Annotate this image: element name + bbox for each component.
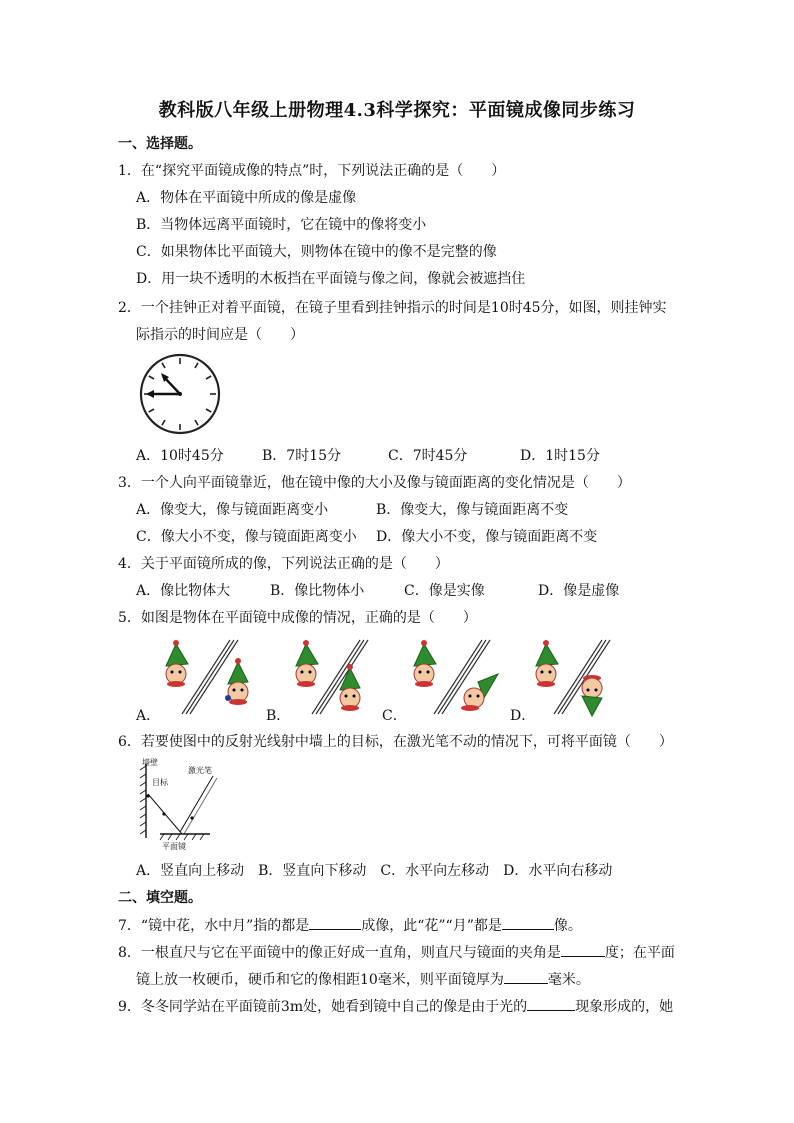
- q5-figure-c: [408, 636, 504, 718]
- q1-option-b: B．当物体远离平面镜时，它在镜中的像将变小: [136, 217, 427, 233]
- q4-option-d: D．像是虚像: [538, 583, 620, 599]
- q8-blank-1[interactable]: [561, 942, 605, 957]
- q2-option-b: B．7时15分: [262, 448, 342, 464]
- q5-label-c: C．: [382, 708, 407, 724]
- section-choice-heading: 一、选择题。: [118, 136, 202, 152]
- q1-option-a: A．物体在平面镜中所成的像是虚像: [136, 190, 357, 206]
- page-title: 教科版八年级上册物理4.3科学探究：平面镜成像同步练习: [158, 100, 636, 121]
- q2-option-a: A．10时45分: [136, 448, 224, 464]
- q9-text-2: 现象形成的，她: [575, 999, 674, 1015]
- q2-stem-line2: 际指示的时间应是（ ）: [136, 327, 304, 343]
- q9-text-1: 9．冬冬同学站在平面镜前3m处，她看到镜中自己的像是由于光的: [118, 999, 528, 1015]
- q9-blank-1[interactable]: [527, 996, 575, 1011]
- q6-laser-figure: [134, 756, 226, 852]
- q6-options: A．竖直向上移动 B．竖直向下移动 C．水平向左移动 D．水平向右移动: [136, 863, 613, 879]
- q7-line: [118, 915, 582, 936]
- q6-stem: 6．若要使图中的反射光线射中墙上的目标，在激光笔不动的情况下，可将平面镜（ ）: [118, 734, 673, 750]
- q5-figure-b: [290, 636, 386, 718]
- q7-blank-1[interactable]: [309, 915, 361, 930]
- q2-stem-line1: 2．一个挂钟正对着平面镜，在镜子里看到挂钟指示的时间是10时45分，如图，则挂钟实: [118, 300, 667, 316]
- q6-laser-label: 激光笔: [188, 766, 212, 775]
- q5-figure-a: [160, 636, 256, 718]
- q8-text-2: 度；在平面: [604, 945, 675, 961]
- q1-option-c: C．如果物体比平面镜大，则物体在镜中的像不是完整的像: [136, 244, 497, 260]
- q8-line1: [118, 942, 675, 963]
- q3-options-row1: [136, 500, 568, 520]
- q3-option-a: A．像变大，像与镜面距离变小: [136, 502, 329, 518]
- q1-option-d: D．用一块不透明的木板挡在平面镜与像之间，像就会被遮挡住: [136, 271, 526, 287]
- q4-option-a: A．像比物体大: [136, 583, 231, 599]
- q3-stem: 3．一个人向平面镜靠近，他在镜中像的大小及像与镜面距离的变化情况是（ ）: [118, 475, 631, 491]
- section-fill-heading: 二、填空题。: [118, 890, 202, 906]
- q7-blank-2[interactable]: [502, 915, 554, 930]
- q1-stem: 1．在“探究平面镜成像的特点”时，下列说法正确的是（ ）: [118, 163, 506, 179]
- q7-text-2: 成像，此“花”“月”都是: [361, 918, 502, 934]
- q6-mirror-label: 平面镜: [162, 842, 186, 851]
- q7-text-3: 像。: [553, 918, 582, 934]
- q2-option-d: D．1时15分: [520, 448, 600, 464]
- q2-option-c: C．7时45分: [388, 448, 468, 464]
- q8-text-1: 8．一根直尺与它在平面镜中的像正好成一直角，则直尺与镜面的夹角是: [118, 945, 561, 961]
- q5-label-b: B．: [266, 708, 291, 724]
- q5-label-d: D．: [510, 708, 536, 724]
- q6-wall-label: 墙壁: [142, 758, 158, 767]
- q3-option-d: D．像大小不变，像与镜面距离不变: [376, 529, 598, 545]
- q6-target-label: 目标: [152, 778, 168, 787]
- q8-blank-2[interactable]: [504, 969, 548, 984]
- q8-text-3: 镜上放一枚硬币，硬币和它的像相距10毫米，则平面镜厚为: [136, 972, 504, 988]
- q7-text-1: 7．“镜中花，水中月”指的都是: [118, 918, 310, 934]
- clock-figure: [138, 352, 222, 436]
- q4-option-b: B．像比物体小: [270, 583, 365, 599]
- q3-options-row2: [136, 527, 597, 547]
- q5-figure-d: [532, 636, 628, 718]
- q3-option-b: B．像变大，像与镜面距离不变: [376, 502, 569, 518]
- q4-option-c: C．像是实像: [404, 583, 485, 599]
- q8-text-4: 毫米。: [547, 972, 590, 988]
- q3-option-c: C．像大小不变，像与镜面距离变小: [136, 529, 357, 545]
- q9-line: [118, 996, 673, 1017]
- q4-options: [136, 581, 619, 601]
- q2-options: [136, 446, 600, 466]
- q5-label-a: A．: [136, 708, 161, 724]
- q4-stem: 4．关于平面镜所成的像，下列说法正确的是（ ）: [118, 556, 449, 572]
- q5-stem: 5．如图是物体在平面镜中成像的情况，正确的是（ ）: [118, 610, 477, 626]
- q8-line2: [136, 969, 590, 990]
